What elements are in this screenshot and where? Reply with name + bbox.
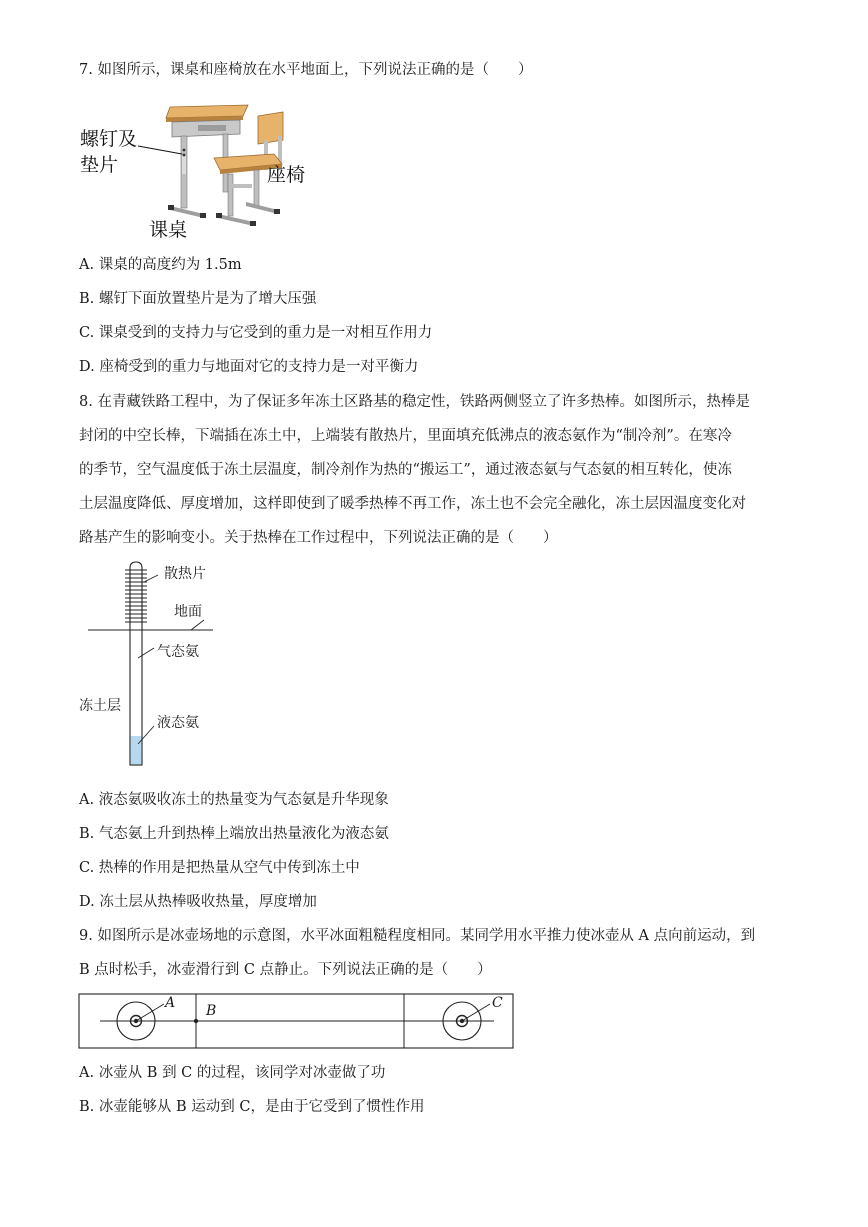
q8-option-c: C. 热棒的作用是把热量从空气中传到冻土中 bbox=[79, 860, 360, 876]
label-point-c: C bbox=[492, 995, 503, 1011]
label-chair: 座椅 bbox=[267, 164, 306, 186]
q8-stem-line-1: 8. 在青藏铁路工程中，为了保证多年冻土区路基的稳定性，铁路两侧竖立了许多热棒。如图所示，热棒是 bbox=[79, 394, 750, 410]
q8-option-b: B. 气态氨上升到热棒上端放出热量液化为液态氨 bbox=[79, 826, 389, 842]
label-permafrost: 冻土层 bbox=[79, 698, 121, 714]
label-washer: 垫片 bbox=[80, 154, 119, 176]
q7-option-c: C. 课桌受到的支持力与它受到的重力是一对相互作用力 bbox=[79, 325, 433, 341]
q7-option-a: A. 课桌的高度约为 1.5m bbox=[79, 257, 242, 273]
q7-option-d: D. 座椅受到的重力与地面对它的支持力是一对平衡力 bbox=[79, 359, 419, 375]
q9-option-a: A. 冰壶从 B 到 C 的过程，该同学对冰壶做了功 bbox=[79, 1065, 386, 1081]
q9-stem-line-1: 9. 如图所示是冰壶场地的示意图，水平冰面粗糙程度相同。某同学用水平推力使冰壶从 A 点向前运动，到 bbox=[79, 928, 756, 944]
label-ground: 地面 bbox=[174, 604, 202, 620]
heat-pipe-diagram bbox=[78, 560, 278, 775]
q8-stem-line-5: 路基产生的影响变小。关于热棒在工作过程中，下列说法正确的是（ ） bbox=[79, 530, 558, 546]
label-point-a: A bbox=[165, 995, 176, 1011]
label-point-b: B bbox=[206, 1003, 217, 1019]
q8-option-d: D. 冻土层从热棒吸收热量，厚度增加 bbox=[79, 894, 317, 910]
curling-field-diagram bbox=[78, 992, 518, 1052]
q8-stem-line-4: 土层温度降低、厚度增加，这样即使到了暖季热棒不再工作，冻土也不会完全融化，冻土层因温度变化对 bbox=[79, 496, 746, 512]
q7-option-b: B. 螺钉下面放置垫片是为了增大压强 bbox=[79, 291, 317, 307]
q8-option-a: A. 液态氨吸收冻土的热量变为气态氨是升华现象 bbox=[79, 792, 389, 808]
curling-field-figure bbox=[78, 992, 518, 1052]
label-screw: 螺钉及 bbox=[80, 128, 138, 150]
label-gas-ammonia: 气态氨 bbox=[157, 644, 199, 660]
q8-stem-line-2: 封闭的中空长棒，下端插在冻土中，上端装有散热片，里面填充低沸点的液态氨作为“制冷剂”。在寒冷 bbox=[79, 428, 732, 444]
q7-stem: 7. 如图所示，课桌和座椅放在水平地面上，下列说法正确的是（ ） bbox=[79, 62, 533, 78]
label-desk: 课桌 bbox=[149, 219, 188, 241]
q8-stem-line-3: 的季节，空气温度低于冻土层温度，制冷剂作为热的“搬运工”，通过液态氨与气态氨的相互转化，使冻 bbox=[79, 462, 732, 478]
q9-option-b: B. 冰壶能够从 B 运动到 C，是由于它受到了惯性作用 bbox=[79, 1099, 425, 1115]
q9-stem-line-2: B 点时松手，冰壶滑行到 C 点静止。下列说法正确的是（ ） bbox=[79, 962, 492, 978]
label-fins: 散热片 bbox=[164, 566, 206, 582]
heat-pipe-figure bbox=[78, 560, 278, 775]
label-liquid-ammonia: 液态氨 bbox=[157, 715, 199, 731]
